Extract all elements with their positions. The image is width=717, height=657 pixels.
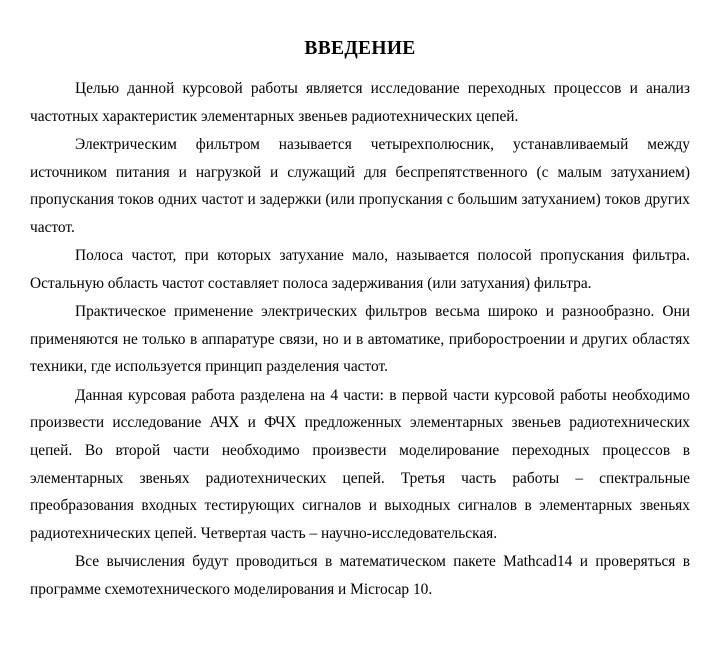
- paragraph-tools: Все вычисления будут проводиться в математическом пакете Mathcad14 и проверяться в программе схемотехнического моделирования и Microcap 10.: [30, 553, 690, 598]
- document-page: [30, 36, 690, 604]
- paragraph-passband: Полоса частот, при которых затухание мало, называется полосой пропускания фильтра. Остальную область частот составляет полоса задерживания (или затухания) фильтра.: [30, 247, 690, 292]
- paragraph-goal: Целью данной курсовой работы является исследование переходных процессов и анализ частотных характеристик элементарных звеньев радиотехнических цепей.: [30, 80, 690, 125]
- paragraph-filter-definition: Электрическим фильтром называется четырехполюсник, устанавливаемый между источником питания и нагрузкой и служащий для беспрепятственного (с малым затуханием) пропускания токов одних частот и задержки (или пропускания с большим затуханием) токов других частот.: [30, 135, 690, 236]
- paragraph-structure: Данная курсовая работа разделена на 4 части: в первой части курсовой работы необходимо произвести исследование АЧХ и ФЧХ предложенных элементарных звеньев радиотехнических цепей. Во второй части необходимо произвести моделирование переходных процессов в элементарных звеньях радиотехнических цепей. Третья часть работы – спектральные преобразования входных тестирующих сигналов и выходных сигналов в элементарных звеньях радиотехнических цепей. Четвертая часть – научно-исследовательская.: [30, 386, 690, 542]
- paragraph-applications: Практическое применение электрических фильтров весьма широко и разнообразно. Они применяются не только в аппаратуре связи, но и в автоматике, приборостроении и других областях техники, где используется принцип разделения частот.: [30, 303, 690, 376]
- document-title: ВВЕДЕНИЕ: [304, 38, 416, 59]
